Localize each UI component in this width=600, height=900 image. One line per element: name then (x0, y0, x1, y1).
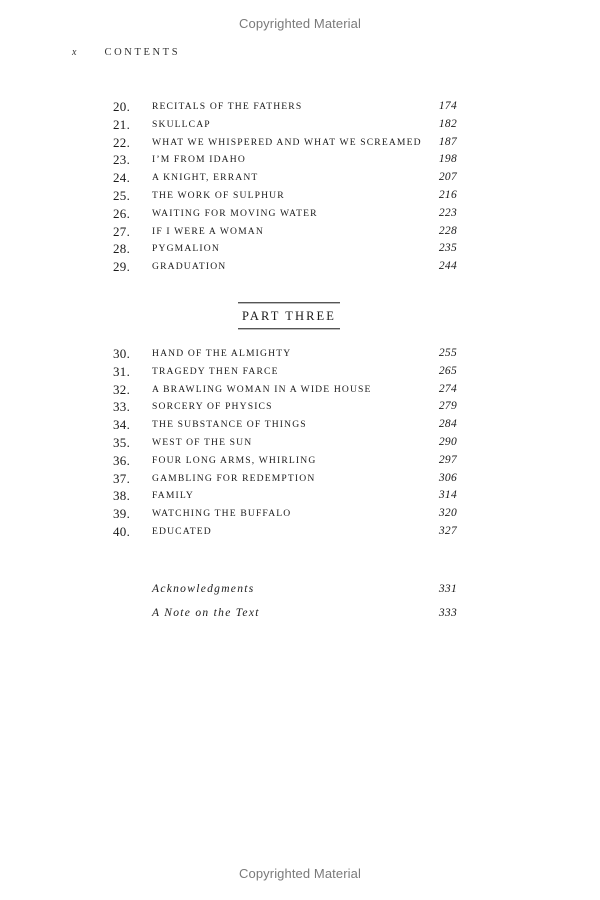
toc-entry (113, 187, 457, 205)
chapter-title: SKULLCAP (152, 118, 211, 130)
running-head-title: CONTENTS (104, 47, 181, 58)
chapter-title: WEST OF THE SUN (152, 436, 253, 448)
chapter-title: WATCHING THE BUFFALO (152, 508, 292, 520)
toc-entry (113, 169, 457, 187)
toc-entry (113, 98, 457, 116)
page-number: 187 (438, 135, 457, 148)
page-number: 182 (438, 117, 457, 130)
chapter-title: IF I WERE A WOMAN (152, 225, 264, 237)
chapter-number: 33. (113, 399, 131, 415)
toc-entry (113, 381, 457, 399)
toc-list-part-two (113, 98, 457, 276)
chapter-title: HAND OF THE ALMIGHTY (152, 348, 292, 359)
chapter-number: 30. (113, 346, 131, 361)
page-number: 207 (438, 171, 457, 184)
back-matter-list (152, 580, 457, 628)
page-number: 320 (438, 507, 457, 520)
chapter-number: 23. (113, 152, 131, 168)
page-number: 244 (438, 260, 457, 273)
page-number: 297 (438, 453, 457, 466)
toc-entry (113, 487, 457, 505)
chapter-title: WHAT WE WHISPERED AND WHAT WE SCREAMED (152, 136, 422, 148)
toc-entry (113, 434, 457, 452)
chapter-title: THE SUBSTANCE OF THINGS (152, 419, 307, 431)
toc-entry (113, 258, 457, 276)
chapter-number: 22. (113, 134, 131, 150)
page-number: 255 (438, 347, 457, 359)
chapter-title: FAMILY (152, 490, 195, 502)
chapter-title: A KNIGHT, ERRANT (152, 172, 259, 184)
chapter-number: 35. (113, 434, 131, 450)
page-number: 174 (438, 100, 457, 112)
chapter-number: 27. (113, 223, 131, 239)
chapter-title: A BRAWLING WOMAN IN A WIDE HOUSE (152, 383, 372, 395)
toc-entry (113, 223, 457, 241)
chapter-title: TRAGEDY THEN FARCE (152, 365, 279, 377)
toc-entry (113, 505, 457, 523)
chapter-number: 32. (113, 381, 131, 397)
running-head (72, 47, 180, 58)
chapter-number: 25. (113, 187, 131, 203)
page-number: 284 (438, 418, 457, 431)
page-number: 274 (438, 382, 457, 395)
toc-entry (113, 345, 457, 363)
page-number: 216 (438, 188, 457, 201)
chapter-title: FOUR LONG ARMS, WHIRLING (152, 454, 317, 466)
part-heading-rule-bottom (238, 328, 340, 330)
chapter-number: 34. (113, 417, 131, 433)
chapter-title: RECITALS OF THE FATHERS (152, 101, 303, 112)
toc-list-part-three (113, 345, 457, 541)
page-number: 290 (438, 435, 457, 448)
chapter-number: 37. (113, 470, 131, 486)
toc-entry (113, 363, 457, 381)
chapter-number: 21. (113, 116, 131, 132)
toc-entry (113, 151, 457, 169)
chapter-number: 36. (113, 452, 131, 468)
chapter-number: 39. (113, 506, 131, 522)
page-number: 235 (438, 242, 457, 255)
chapter-title: SORCERY OF PHYSICS (152, 401, 273, 413)
chapter-number: 31. (113, 363, 131, 379)
chapter-title: WAITING FOR MOVING WATER (152, 207, 318, 219)
back-matter-entry (152, 580, 457, 604)
chapter-title: I’M FROM IDAHO (152, 154, 246, 166)
page-number: 279 (438, 400, 457, 413)
chapter-number: 29. (113, 259, 131, 275)
page-number: 333 (438, 607, 457, 619)
toc-entry (113, 134, 457, 152)
part-three-heading (238, 302, 340, 330)
chapter-title: GAMBLING FOR REDEMPTION (152, 472, 316, 484)
chapter-title: PYGMALION (152, 243, 220, 255)
toc-entry (113, 452, 457, 470)
toc-entry (113, 470, 457, 488)
page-folio: x (72, 47, 77, 58)
page-number: 327 (438, 524, 457, 537)
chapter-title: GRADUATION (152, 261, 227, 273)
page-number: 198 (438, 153, 457, 166)
page-number: 265 (438, 364, 457, 377)
toc-entry (113, 523, 457, 541)
toc-entry (113, 240, 457, 258)
chapter-title: THE WORK OF SULPHUR (152, 189, 285, 201)
back-matter-title: Acknowledgments (152, 583, 255, 595)
page-number: 223 (438, 206, 457, 219)
chapter-number: 40. (113, 523, 131, 539)
chapter-number: 28. (113, 241, 131, 257)
page-number: 306 (438, 471, 457, 484)
page-number: 331 (438, 583, 457, 595)
toc-entry (113, 116, 457, 134)
toc-entry (113, 205, 457, 223)
chapter-number: 24. (113, 170, 131, 186)
back-matter-entry (152, 604, 457, 628)
chapter-title: EDUCATED (152, 525, 212, 537)
page-number: 314 (438, 489, 457, 502)
page-number: 228 (438, 224, 457, 237)
chapter-number: 38. (113, 488, 131, 504)
back-matter-title: A Note on the Text (152, 607, 260, 619)
copyright-watermark-bottom: Copyrighted Material (239, 866, 361, 881)
copyright-watermark-top: Copyrighted Material (239, 16, 361, 31)
toc-entry (113, 398, 457, 416)
chapter-number: 20. (113, 99, 131, 114)
chapter-number: 26. (113, 205, 131, 221)
toc-entry (113, 416, 457, 434)
part-three-label: PART THREE (242, 309, 336, 323)
